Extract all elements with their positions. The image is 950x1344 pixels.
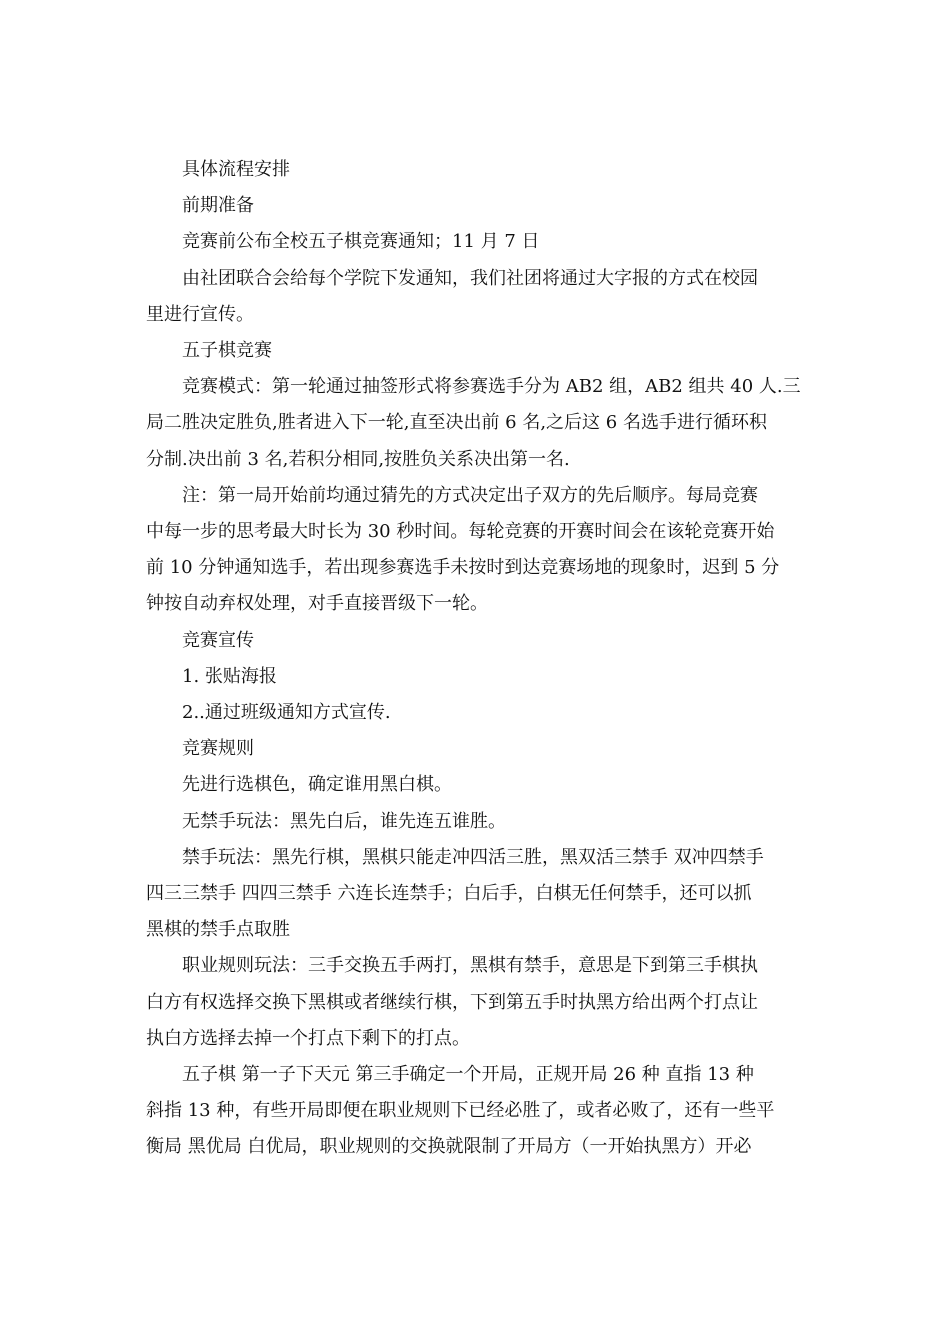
paragraph-no-forbidden-rule: 无禁手玩法：黑先白后，谁先连五谁胜。 <box>182 810 506 832</box>
paragraph-contest-mode: 竞赛模式：第一轮通过抽签形式将参赛选手分为 AB2 组，AB2 组共 40 人.三 局二胜决定胜负,胜者进入下一轮,直至决出前 6 名,之后这 6 名选手进行循环积 分制.决出前 3 名,若积分相同,按胜负关系决出第一名. <box>146 376 801 470</box>
paragraph-publicity-method: 由社团联合会给每个学院下发通知，我们社团将通过大字报的方式在校园 里进行宣传。 <box>146 267 758 325</box>
paragraph-openings: 五子棋 第一子下天元 第三手确定一个开局，正规开局 26 种 直指 13 种 斜指 13 种，有些开局即便在职业规则下已经必胜了，或者必败了，还有一些平 衡局 黑优局 白优局，职业规则的交换就限制了开局方（一开始执黑方）开必 <box>146 1064 775 1158</box>
paragraph-forbidden-rule: 禁手玩法：黑先行棋，黑棋只能走冲四活三胜，黑双活三禁手 双冲四禁手 四三三禁手 四四三禁手 六连长连禁手；白后手，白棋无任何禁手，还可以抓 黑棋的禁手点取胜 <box>146 846 764 941</box>
paragraph-note: 注：第一局开始前均通过猜先的方式决定出子双方的先后顺序。每局竞赛 中每一步的思考最大时长为 30 秒时间。每轮竞赛的开赛时间会在该轮竞赛开始 前 10 分钟通知选手，若出现参赛选手未按时到达竞赛场地的现象时，迟到 5 分 钟按自动弃权处理，对手直接晋级下一轮。 <box>146 484 780 615</box>
document-body <box>146 152 806 1166</box>
heading-process-schedule: 具体流程安排 <box>182 159 290 180</box>
heading-gomoku-contest: 五子棋竞赛 <box>182 340 272 362</box>
list-item-poster: 1. 张贴海报 <box>182 665 277 687</box>
heading-contest-publicity: 竞赛宣传 <box>182 629 254 651</box>
paragraph-choose-color: 先进行选棋色，确定谁用黑白棋。 <box>182 774 452 796</box>
heading-preparation: 前期准备 <box>182 195 254 217</box>
list-item-class-notice: 2..通过班级通知方式宣传. <box>182 702 391 724</box>
paragraph-professional-rule: 职业规则玩法：三手交换五手两打，黑棋有禁手，意思是下到第三手棋执 白方有权选择交换下黑棋或者继续行棋，下到第五手时执黑方给出两个打点让 执白方选择去掉一个打点下剩下的打点。 <box>146 955 758 1049</box>
paragraph-notice-date: 竞赛前公布全校五子棋竞赛通知；11 月 7 日 <box>182 231 540 253</box>
heading-contest-rules: 竞赛规则 <box>182 738 254 760</box>
